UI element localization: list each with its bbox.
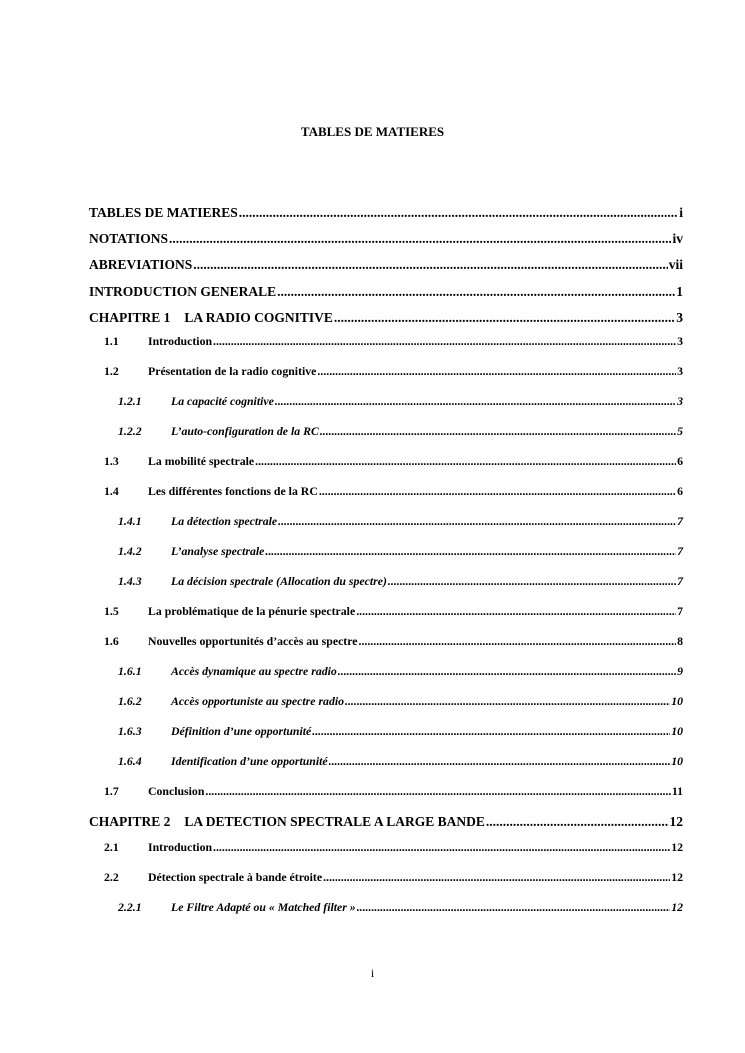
toc-entry-number: 1.1: [104, 334, 119, 348]
dot-leader: [317, 364, 676, 379]
toc-entry-title: TABLES DE MATIERES: [89, 205, 238, 220]
dot-leader: [255, 454, 676, 469]
toc-entry-page: vii: [668, 257, 683, 272]
toc-entry-number: 1.6.2: [118, 694, 142, 708]
toc-entry-number: 1.6.4: [118, 754, 142, 768]
toc-entry-page: 7: [677, 514, 683, 528]
dot-leader: [193, 257, 667, 273]
toc-entry-title: INTRODUCTION GENERALE: [89, 284, 277, 299]
toc-entry[interactable]: [89, 310, 683, 326]
toc-entry[interactable]: [89, 870, 683, 885]
dot-leader: [323, 870, 670, 885]
toc-entry[interactable]: [89, 694, 683, 709]
toc-entry[interactable]: [89, 544, 683, 559]
toc-entry-title: L’analyse spectrale: [171, 544, 265, 558]
toc-entry-title: Conclusion: [148, 784, 205, 798]
toc-entry-number: 1.4.1: [118, 514, 142, 528]
dot-leader: [265, 544, 676, 559]
toc-entry-page: 10: [671, 754, 683, 768]
dot-leader: [278, 514, 676, 529]
dot-leader: [359, 634, 677, 649]
dot-leader: [319, 484, 676, 499]
toc-entry[interactable]: [89, 205, 683, 221]
dot-leader: [388, 574, 676, 589]
toc-entry-page: 10: [671, 694, 683, 708]
toc-entry[interactable]: [89, 840, 683, 855]
toc-entry-page: 1: [676, 284, 683, 299]
toc-entry-title: Les différentes fonctions de la RC: [148, 484, 318, 498]
dot-leader: [275, 394, 676, 409]
toc-entry-page: i: [679, 205, 683, 220]
toc-entry-page: 3: [677, 394, 683, 408]
toc-entry-number: 1.2.1: [118, 394, 142, 408]
toc-entry[interactable]: [89, 814, 683, 830]
toc-entry-number: 1.3: [104, 454, 119, 468]
page-number: i: [370, 966, 375, 980]
toc-entry[interactable]: [89, 754, 683, 769]
toc-entry-number: 2.1: [104, 840, 119, 854]
toc-entry-page: 5: [677, 424, 683, 438]
toc-entry-number: 2.2: [104, 870, 119, 884]
toc-entry-page: 7: [677, 604, 683, 618]
dot-leader: [329, 754, 671, 769]
toc-entry-number: 1.7: [104, 784, 119, 798]
toc-entry-page: 3: [676, 310, 683, 325]
toc-entry[interactable]: [89, 394, 683, 409]
toc-entry[interactable]: [89, 664, 683, 679]
toc-entry-page: 11: [671, 784, 683, 798]
dot-leader: [277, 284, 675, 300]
toc-entry-page: 12: [671, 870, 683, 884]
toc-entry-number: CHAPITRE 2: [89, 814, 171, 829]
table-of-contents: [89, 0, 683, 1053]
dot-leader: [320, 424, 676, 439]
toc-entry-title: La décision spectrale (Allocation du spectre): [171, 574, 387, 588]
toc-entry-title: La détection spectrale: [171, 514, 278, 528]
toc-entry-number: 1.2: [104, 364, 119, 378]
toc-entry-page: 12: [671, 900, 683, 914]
toc-entry-number: 1.4.2: [118, 544, 142, 558]
toc-entry-page: 7: [677, 574, 683, 588]
toc-entry-title: Accès opportuniste au spectre radio: [171, 694, 345, 708]
toc-entry[interactable]: [89, 364, 683, 379]
toc-entry-title: Le Filtre Adapté ou « Matched filter »: [171, 900, 356, 914]
toc-entry-title: Nouvelles opportunités d’accès au spectre: [148, 634, 358, 648]
toc-entry[interactable]: [89, 454, 683, 469]
toc-entry-title: Détection spectrale à bande étroite: [148, 870, 323, 884]
dot-leader: [213, 840, 670, 855]
dot-leader: [312, 724, 670, 739]
dot-leader: [356, 604, 676, 619]
toc-entry-title: Présentation de la radio cognitive: [148, 364, 317, 378]
toc-entry-page: 3: [677, 364, 683, 378]
toc-entry[interactable]: [89, 900, 683, 915]
toc-entry[interactable]: [89, 724, 683, 739]
toc-entry-title: Introduction: [148, 334, 213, 348]
toc-entry-title: Accès dynamique au spectre radio: [171, 664, 337, 678]
toc-entry-number: 1.4.3: [118, 574, 142, 588]
toc-entry-number: 1.2.2: [118, 424, 142, 438]
dot-leader: [357, 900, 671, 915]
toc-entry[interactable]: [89, 334, 683, 349]
toc-entry[interactable]: [89, 231, 683, 247]
toc-entry-number: 2.2.1: [118, 900, 142, 914]
dot-leader: [205, 784, 670, 799]
toc-entry[interactable]: [89, 784, 683, 799]
toc-entry-page: 10: [671, 724, 683, 738]
dot-leader: [239, 205, 678, 221]
toc-entry-title: La problématique de la pénurie spectrale: [148, 604, 356, 618]
toc-entry[interactable]: [89, 604, 683, 619]
toc-entry[interactable]: [89, 257, 683, 273]
toc-entry-page: 12: [671, 840, 683, 854]
toc-entry-title: LA RADIO COGNITIVE: [184, 310, 333, 325]
toc-entry-number: CHAPITRE 1: [89, 310, 171, 325]
toc-entry-title: ABREVIATIONS: [89, 257, 193, 272]
toc-entry-page: 8: [677, 634, 683, 648]
toc-entry[interactable]: [89, 634, 683, 649]
toc-entry-title: LA DETECTION SPECTRALE A LARGE BANDE: [184, 814, 485, 829]
toc-entry-title: Définition d’une opportunité: [171, 724, 312, 738]
toc-entry[interactable]: [89, 574, 683, 589]
toc-entry[interactable]: [89, 424, 683, 439]
toc-entry-title: La capacité cognitive: [171, 394, 274, 408]
toc-entry-title: NOTATIONS: [89, 231, 169, 246]
toc-entry-title: Identification d’une opportunité: [171, 754, 328, 768]
toc-entry-page: 3: [677, 334, 683, 348]
dot-leader: [486, 814, 669, 830]
toc-entry-title: La mobilité spectrale: [148, 454, 255, 468]
dot-leader: [213, 334, 676, 349]
toc-entry[interactable]: [89, 284, 683, 300]
dot-leader: [169, 231, 671, 247]
toc-entry[interactable]: [89, 514, 683, 529]
toc-entry-page: 7: [677, 544, 683, 558]
toc-entry-number: 1.6.1: [118, 664, 142, 678]
toc-entry-number: 1.5: [104, 604, 119, 618]
dot-leader: [338, 664, 676, 679]
toc-entry-page: 6: [677, 454, 683, 468]
toc-entry-number: 1.6: [104, 634, 119, 648]
toc-entry-number: 1.4: [104, 484, 119, 498]
toc-entry-title: Introduction: [148, 840, 213, 854]
page-title: TABLES DE MATIERES: [300, 124, 445, 139]
toc-entry-page: 6: [677, 484, 683, 498]
toc-entry-page: iv: [672, 231, 683, 246]
toc-entry-page: 12: [669, 814, 683, 829]
toc-entry-page: 9: [677, 664, 683, 678]
toc-entry[interactable]: [89, 484, 683, 499]
dot-leader: [345, 694, 670, 709]
dot-leader: [334, 310, 675, 326]
toc-entry-title: L’auto-configuration de la RC: [171, 424, 319, 438]
toc-entry-number: 1.6.3: [118, 724, 142, 738]
